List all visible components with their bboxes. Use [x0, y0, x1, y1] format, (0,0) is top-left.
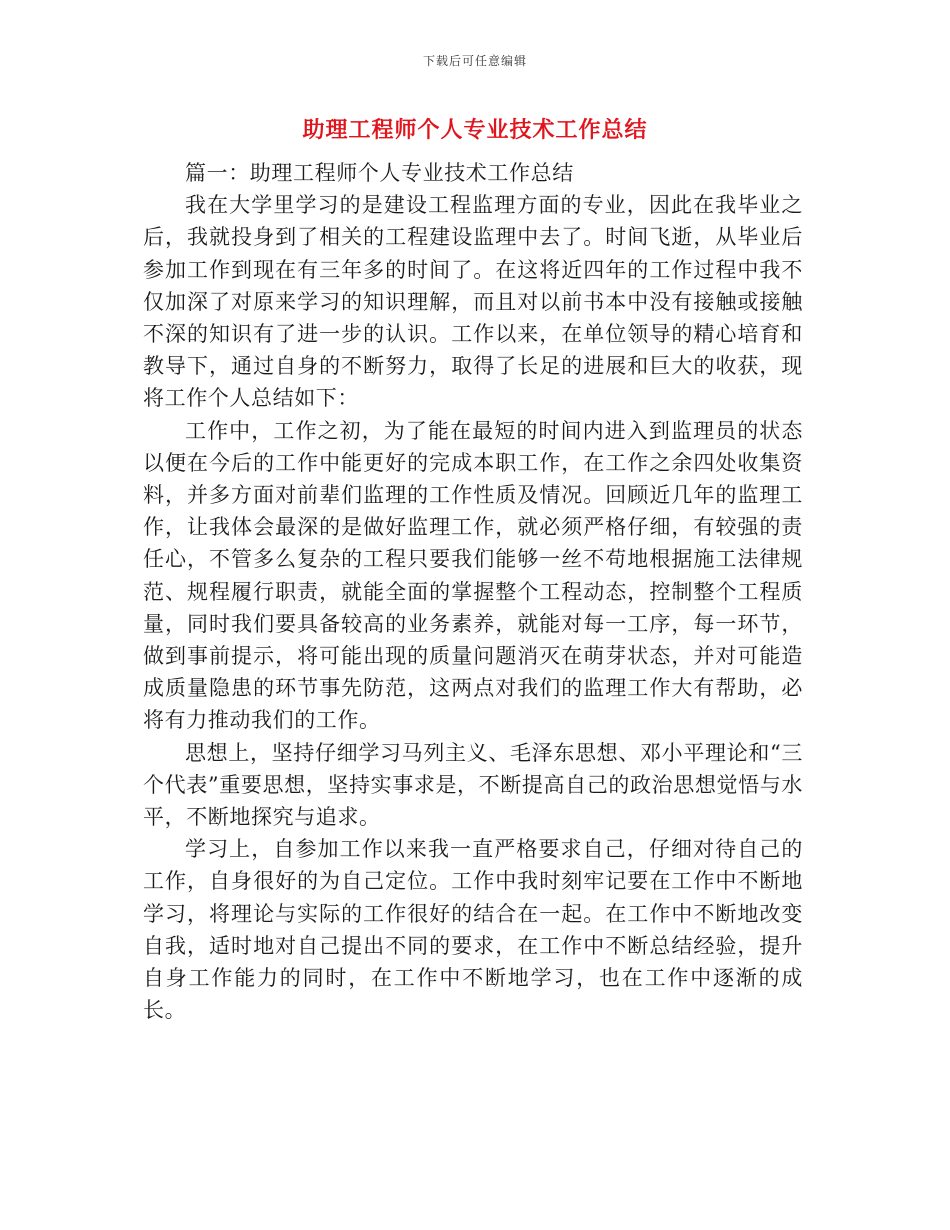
paragraph: 我在大学里学习的是建设工程监理方面的专业，因此在我毕业之后，我就投身到了相关的工程建设监理中去了。时间飞逝，从毕业后参加工作到现在有三年多的时间了。在这将近四年的工作过程中我不仅加深了对原来学习的知识理解，而且对以前书本中没有接触或接触不深的知识有了进一步的认识。工作以来，在单位领导的精心培育和教导下，通过自身的不断努力，取得了长足的进展和巨大的收获，现将工作个人总结如下：	[143, 193, 803, 411]
document-title: 助理工程师个人专业技术工作总结	[302, 117, 648, 143]
paragraph: 学习上，自参加工作以来我一直严格要求自己，仔细对待自己的工作，自身很好的为自己定位。工作中我时刻牢记要在工作中不断地学习，将理论与实际的工作很好的结合在一起。在工作中不断地改变自我，适时地对自己提出不同的要求，在工作中不断总结经验，提升自身工作能力的同时，在工作中不断地学习，也在工作中逐渐的成长。	[143, 837, 803, 1023]
section-heading: 篇一：助理工程师个人专业技术工作总结	[185, 161, 574, 185]
paragraph: 工作中，工作之初，为了能在最短的时间内进入到监理员的状态以便在今后的工作中能更好的完成本职工作，在工作之余四处收集资料，并多方面对前辈们监理的工作性质及情况。回顾近几年的监理工作，让我体会最深的是做好监理工作，就必须严格仔细，有较强的责任心，不管多么复杂的工程只要我们能够一丝不苟地根据施工法律规范、规程履行职责，就能全面的掌握整个工程动态，控制整个工程质量，同时我们要具备较高的业务素养，就能对每一工序，每一环节，做到事前提示，将可能出现的质量问题消灭在萌芽状态，并对可能造成质量隐患的环节事先防范，这两点对我们的监理工作大有帮助，必将有力推动我们的工作。	[143, 418, 803, 733]
document-body	[143, 157, 803, 1026]
paragraph: 思想上，坚持仔细学习马列主义、毛泽东思想、邓小平理论和“三个代表”重要思想，坚持实事求是，不断提高自己的政治思想觉悟与水平，不断地探究与追求。	[143, 740, 803, 830]
header-note: 下载后可任意编辑	[422, 54, 527, 68]
